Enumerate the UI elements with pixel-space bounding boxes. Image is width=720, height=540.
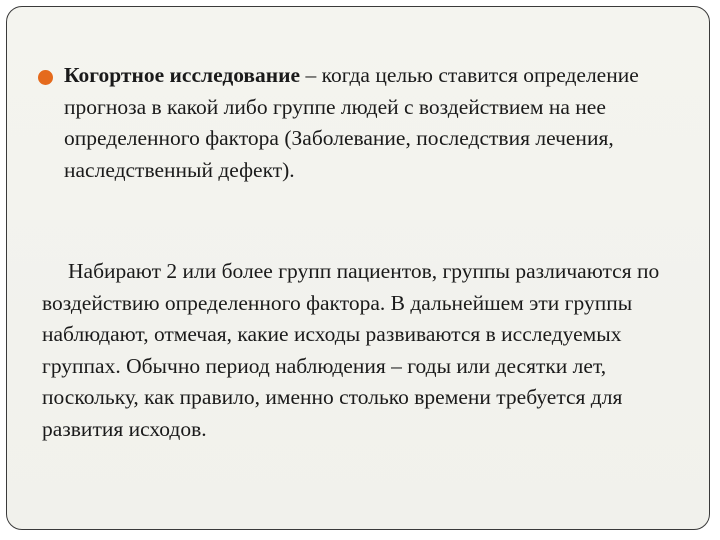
bullet-dot-icon xyxy=(38,70,53,85)
bullet-term: Когортное исследование xyxy=(64,63,301,87)
bullet-definition: – когда целью ставится определение прогноза в какой либо группе людей с воздействием на нее определенного фактора (Заболевание, последствия лечения, наследственный дефект). xyxy=(64,63,639,182)
bullet-text xyxy=(64,60,674,186)
body-paragraph: Набирают 2 или более групп пациентов, группы различаются по воздействию определенного фактора. В дальнейшем эти группы наблюдают, отмечая, какие исходы развиваются в исследуемых группах. Обычно период наблюдения – годы или десятки лет, поскольку, как правило, именно столько времени требуется для развития исходов. xyxy=(42,259,660,441)
